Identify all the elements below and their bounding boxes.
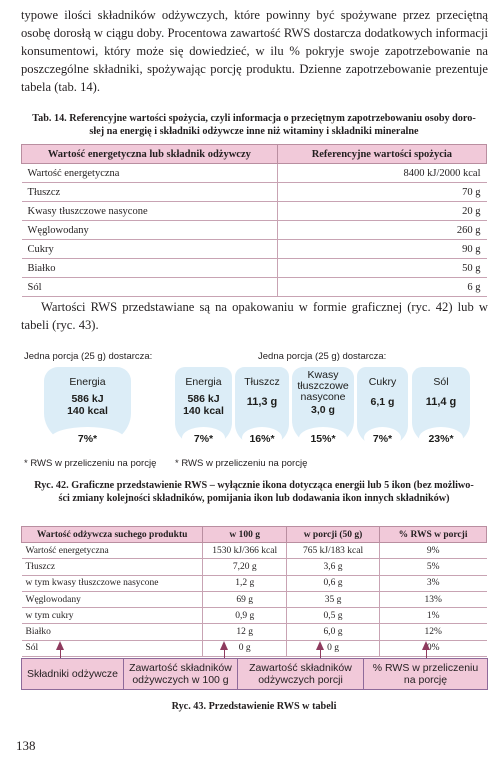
icon-value-kj: 586 kJ bbox=[187, 393, 220, 405]
table14-header-reference: Referencyjne wartości spożycia bbox=[277, 145, 486, 164]
table14-caption bbox=[21, 112, 487, 138]
icon-name: Tłuszcz bbox=[244, 376, 280, 388]
table-cell: Tłuszcz bbox=[22, 183, 278, 202]
table-cell: 8400 kJ/2000 kcal bbox=[277, 164, 486, 183]
table43-header-rws: % RWS w porcji bbox=[380, 527, 487, 543]
energy-icon bbox=[44, 367, 131, 447]
table-cell: 6 g bbox=[277, 278, 486, 297]
table-cell: Wartość energetyczna bbox=[22, 164, 278, 183]
icon-value: 11,3 g bbox=[246, 396, 278, 408]
fig42-caption-line1: Ryc. 42. Graficzne przedstawienie RWS – wyłącznie ikona dotycząca energii lub 5 ikon (bez możliwo- bbox=[34, 480, 474, 491]
arrow-line bbox=[320, 649, 321, 658]
table-row bbox=[22, 164, 487, 183]
fig42-footnote-left: * RWS w przeliczeniu na porcję bbox=[24, 458, 157, 469]
table-row bbox=[22, 591, 487, 607]
table-row bbox=[22, 202, 487, 221]
icon-value: 11,4 g bbox=[425, 396, 457, 408]
icon-name-line3: nasycone bbox=[300, 391, 346, 403]
table-cell: Wartość energetyczna bbox=[22, 543, 203, 559]
legend-label-line2: odżywczych w 100 g bbox=[132, 674, 229, 686]
table-cell: 13% bbox=[380, 591, 487, 607]
icon-value-kcal: 140 kcal bbox=[183, 405, 224, 417]
icon-percent: 7%* bbox=[77, 433, 98, 445]
icon-name: Energia bbox=[69, 376, 106, 388]
table14-header-nutrient: Wartość energetyczna lub składnik odżywczy bbox=[22, 145, 278, 164]
table-cell: 5% bbox=[380, 559, 487, 575]
icon-percent: 7%* bbox=[193, 433, 214, 445]
page-number: 138 bbox=[16, 738, 36, 753]
icon-percent: 7%* bbox=[372, 433, 393, 445]
icon-value-kj: 586 kJ bbox=[71, 393, 104, 405]
table-cell: 50 g bbox=[277, 259, 486, 278]
table-cell: Tłuszcz bbox=[22, 559, 203, 575]
icon-name-line1: Kwasy bbox=[307, 369, 339, 381]
table-row bbox=[22, 221, 487, 240]
legend-label: Składniki odżywcze bbox=[26, 668, 119, 680]
table-cell: 1,2 g bbox=[203, 575, 287, 591]
table-cell: Węglowodany bbox=[22, 221, 278, 240]
table-cell: 3% bbox=[380, 575, 487, 591]
salt-icon bbox=[412, 367, 470, 447]
icon-percent: 15%* bbox=[310, 433, 336, 445]
fig42-caption bbox=[21, 479, 487, 505]
legend-per100g bbox=[123, 658, 238, 690]
arrow-up-icon bbox=[422, 641, 430, 650]
table-cell: Białko bbox=[22, 259, 278, 278]
legend-label-line1: Zawartość składników bbox=[249, 662, 352, 674]
legend-nutrients bbox=[21, 658, 124, 690]
table-cell: 70 g bbox=[277, 183, 486, 202]
intro-text: typowe ilości składników odżywczych, które powinny być spożywane przez przeciętną osobę dorosłą w ciągu doby. Procentowa zawartość RWS dostarcza dodatkowych informacji konsumentowi, który może się dowiedzieć, w ilu % pokryje swoje zapotrzebowanie na poszczególne składniki, spożywając porcję produktu. Dzienne zapotrzebowanie prezentuje tabela (tab. 14). bbox=[21, 8, 488, 94]
table-row bbox=[22, 259, 487, 278]
table-cell: 6,0 g bbox=[287, 624, 380, 640]
table-cell: 0 g bbox=[287, 640, 380, 656]
legend-label-line2: odżywczych porcji bbox=[258, 674, 343, 686]
icon-percent: 23%* bbox=[428, 433, 454, 445]
icon-percent: 16%* bbox=[249, 433, 275, 445]
table-cell: 20 g bbox=[277, 202, 486, 221]
table-row bbox=[22, 559, 487, 575]
arrow-line bbox=[60, 649, 61, 658]
table-cell: 0,6 g bbox=[287, 575, 380, 591]
fig42-right-header: Jedna porcja (25 g) dostarcza: bbox=[258, 351, 387, 362]
arrow-up-icon bbox=[56, 641, 64, 650]
table-row bbox=[22, 575, 487, 591]
table-cell: 12 g bbox=[203, 624, 287, 640]
intro-paragraph bbox=[21, 6, 488, 96]
icon-name: Cukry bbox=[368, 376, 397, 388]
table-row bbox=[22, 624, 487, 640]
table14 bbox=[21, 144, 487, 297]
table-cell: 0% bbox=[380, 640, 487, 656]
mid-paragraph bbox=[21, 298, 488, 334]
icon-name-line2: tłuszczowe bbox=[297, 380, 349, 392]
fat-icon bbox=[235, 367, 289, 447]
sugars-icon bbox=[357, 367, 408, 447]
legend-label-line2: na porcję bbox=[403, 674, 448, 686]
mid-text: Wartości RWS przedstawiane są na opakowaniu w formie graficznej (ryc. 42) lub w tabeli (ryc. 43). bbox=[21, 300, 488, 332]
table-cell: 260 g bbox=[277, 221, 486, 240]
icon-name: Sól bbox=[433, 376, 449, 388]
fig42-footnote-right: * RWS w przeliczeniu na porcję bbox=[175, 458, 308, 469]
table14-caption-line2: słej na energię i składniki odżywcze inne niż witaminy i składniki mineralne bbox=[89, 126, 419, 137]
arrow-up-icon bbox=[316, 641, 324, 650]
table-row bbox=[22, 608, 487, 624]
icon-value: 6,1 g bbox=[370, 396, 395, 408]
legend-rws bbox=[363, 658, 488, 690]
table-row bbox=[22, 183, 487, 202]
energy-icon bbox=[175, 367, 232, 447]
table-cell: w tym kwasy tłuszczowe nasycone bbox=[22, 575, 203, 591]
table14-header-row bbox=[22, 145, 487, 164]
icon-name: Energia bbox=[185, 376, 222, 388]
table-cell: 35 g bbox=[287, 591, 380, 607]
table-cell: 12% bbox=[380, 624, 487, 640]
table43-header-nutrient: Wartość odżywcza suchego produktu bbox=[22, 527, 203, 543]
table-cell: Kwasy tłuszczowe nasycone bbox=[22, 202, 278, 221]
table43 bbox=[21, 526, 487, 657]
table-cell: 0,9 g bbox=[203, 608, 287, 624]
table43-header-perportion: w porcji (50 g) bbox=[287, 527, 380, 543]
arrow-line bbox=[224, 649, 225, 658]
table-cell: 765 kJ/183 kcal bbox=[287, 543, 380, 559]
legend-label-line1: % RWS w przeliczeniu bbox=[372, 662, 479, 674]
table-row bbox=[22, 640, 487, 656]
fig43-caption: Ryc. 43. Przedstawienie RWS w tabeli bbox=[171, 701, 337, 712]
table-cell: 1% bbox=[380, 608, 487, 624]
arrow-up-icon bbox=[220, 641, 228, 650]
table-cell: Węglowodany bbox=[22, 591, 203, 607]
table-cell: 90 g bbox=[277, 240, 486, 259]
arrow-line bbox=[426, 649, 427, 658]
table-cell: 9% bbox=[380, 543, 487, 559]
fig42-left-header: Jedna porcja (25 g) dostarcza: bbox=[24, 351, 153, 362]
table-row bbox=[22, 278, 487, 297]
table-row bbox=[22, 543, 487, 559]
table-cell: Białko bbox=[22, 624, 203, 640]
table-cell: 0,5 g bbox=[287, 608, 380, 624]
table-cell: 69 g bbox=[203, 591, 287, 607]
table-cell: 1530 kJ/366 kcal bbox=[203, 543, 287, 559]
icon-value: 3,0 g bbox=[311, 404, 335, 416]
legend-label-line1: Zawartość składników bbox=[129, 662, 232, 674]
table-row bbox=[22, 240, 487, 259]
fig42-caption-line2: ści zmiany kolejności składników, pomijania ikon lub dodawania ikon innych składników) bbox=[58, 493, 450, 504]
icon-value-kcal: 140 kcal bbox=[67, 405, 108, 417]
table14-caption-line1: Tab. 14. Referencyjne wartości spożycia, czyli informacja o przeciętnym zapotrzebowaniu osoby doro- bbox=[32, 113, 476, 124]
table43-header-row bbox=[22, 527, 487, 543]
table43-header-per100g: w 100 g bbox=[203, 527, 287, 543]
table-cell: 7,20 g bbox=[203, 559, 287, 575]
table-cell: Cukry bbox=[22, 240, 278, 259]
table-cell: 3,6 g bbox=[287, 559, 380, 575]
table-cell: Sól bbox=[22, 278, 278, 297]
legend-perportion bbox=[237, 658, 364, 690]
table-cell: w tym cukry bbox=[22, 608, 203, 624]
table-cell: 0 g bbox=[203, 640, 287, 656]
table-cell: Sól bbox=[22, 640, 203, 656]
saturates-icon bbox=[292, 367, 354, 447]
